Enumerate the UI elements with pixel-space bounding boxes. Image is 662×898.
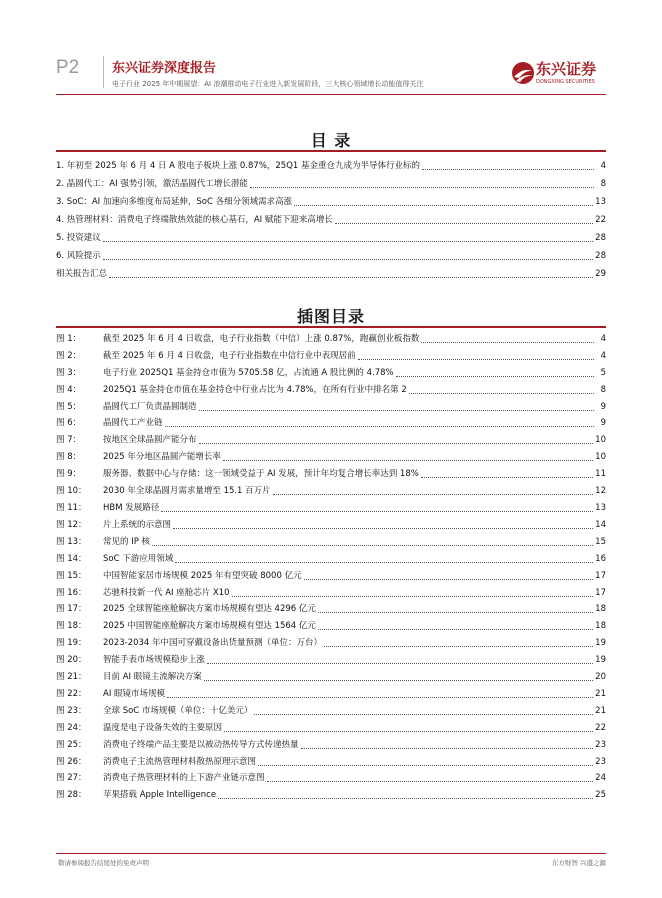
footer-slogan: 东方财智 兴盛之源	[551, 859, 606, 867]
figure-label: 消费电子主流热管理材料散热原理示意图	[103, 756, 257, 767]
figure-label: 晶圆代工厂负责晶圆制造	[103, 401, 197, 412]
figure-page: 4	[600, 350, 606, 361]
figure-page: 14	[595, 519, 606, 530]
figure-item[interactable]	[56, 480, 606, 497]
figure-leader	[409, 392, 594, 394]
figure-leader	[304, 578, 594, 580]
footer-disclaimer: 敬请参阅报告结尾处的免责声明	[58, 859, 149, 867]
figure-page: 10	[595, 435, 606, 446]
figure-number: 图 7：	[56, 435, 82, 446]
figure-label: 全球 SoC 市场规模（单位：十亿美元）	[103, 705, 253, 716]
figure-number: 图 5：	[56, 401, 82, 412]
figure-item[interactable]	[56, 751, 606, 768]
figure-item[interactable]	[56, 328, 606, 345]
figure-page: 20	[595, 672, 606, 683]
toc-item[interactable]	[56, 190, 606, 208]
report-title: 东兴证券深度报告	[112, 61, 217, 76]
figure-label: 消费电子热管理材料的上下游产业链示意图	[103, 773, 265, 784]
figure-item[interactable]	[56, 768, 606, 785]
figure-page: 11	[595, 469, 606, 480]
figure-leader	[396, 375, 594, 377]
toc-item-page: 8	[600, 179, 606, 189]
figure-item[interactable]	[56, 717, 606, 734]
figure-leader	[204, 679, 593, 681]
logo-wordmark: 东兴证券	[536, 60, 597, 78]
figure-item[interactable]	[56, 683, 606, 700]
figure-label: 晶圆代工产业链	[103, 418, 163, 429]
figure-page: 12	[595, 486, 606, 497]
figure-label: 2025Q1 基金持仓市值在基金持仓中行业占比为 4.78%，在所有行业中排名第 2	[103, 384, 407, 395]
figure-number: 图 20：	[56, 655, 87, 666]
figure-number: 图 15：	[56, 570, 87, 581]
figure-item[interactable]	[56, 548, 606, 565]
logo-english: DONGXING SECURITIES	[536, 79, 595, 85]
header-divider	[103, 56, 104, 88]
figure-number: 图 25：	[56, 739, 87, 750]
figure-number: 图 22：	[56, 688, 87, 699]
figure-number: 图 1：	[56, 333, 82, 344]
figure-item[interactable]	[56, 784, 606, 801]
figure-page: 5	[600, 367, 606, 378]
figure-leader	[324, 645, 593, 647]
figure-page: 9	[600, 401, 606, 412]
figure-label: AI 眼镜市场规模	[103, 688, 166, 699]
figure-leader	[421, 341, 594, 343]
figure-leader	[207, 662, 593, 664]
figure-leader	[173, 527, 593, 529]
figure-number: 图 11：	[56, 502, 87, 513]
figure-item[interactable]	[56, 565, 606, 582]
figure-leader	[318, 628, 593, 630]
figure-item[interactable]	[56, 429, 606, 446]
figure-leader	[318, 611, 593, 613]
figure-number: 图 14：	[56, 553, 87, 564]
figure-leader	[258, 764, 593, 766]
figure-leader	[167, 696, 593, 698]
figure-item[interactable]	[56, 362, 606, 379]
figure-number: 图 19：	[56, 638, 87, 649]
toc-item-label: 6. 风险提示	[56, 251, 101, 261]
figure-page: 18	[595, 604, 606, 615]
toc-leader	[103, 240, 593, 242]
figure-item[interactable]	[56, 582, 606, 599]
figure-label: 截至 2025 年 6 月 4 日收盘，电子行业指数在中信行业中表现居前	[103, 350, 356, 361]
figure-leader	[175, 561, 593, 563]
figure-leader	[218, 797, 593, 799]
toc-item-page: 22	[595, 215, 606, 225]
toc-item-label: 1. 年初至 2025 年 6 月 4 日 A 股电子板块上涨 0.87%，25Q1 基金重仓九成为半导体行业标的	[56, 161, 421, 171]
figure-label: 消费电子终端产品主要是以被动热传导方式传递热量	[103, 739, 299, 750]
figure-leader	[267, 780, 594, 782]
figure-label: 2025 中国智能座舱解决方案市场规模有望达 1564 亿元	[103, 621, 316, 632]
figure-label: 常见的 IP 核	[103, 536, 151, 547]
figure-label: 芯驰科技新一代 AI 座舱芯片 X10	[103, 587, 230, 598]
toc-item[interactable]	[56, 226, 606, 244]
toc-item-label: 2. 晶圆代工：AI 强势引领，激活晶圆代工增长潜能	[56, 179, 248, 189]
figure-label: 服务器、数据中心与存储：这一领域受益于 AI 发展，预计年均复合增长率达到 18%	[103, 469, 419, 480]
footer-rule	[56, 853, 606, 854]
figure-leader	[161, 510, 593, 512]
figure-item[interactable]	[56, 734, 606, 751]
figure-item[interactable]	[56, 700, 606, 717]
figure-label: HBM 发展路径	[103, 502, 160, 513]
toc-leader	[335, 222, 593, 224]
figure-number: 图 6：	[56, 418, 82, 429]
figure-number: 图 10：	[56, 486, 87, 497]
figure-page: 13	[595, 502, 606, 513]
figure-page: 22	[595, 722, 606, 733]
figure-leader	[358, 358, 594, 360]
figure-item[interactable]	[56, 396, 606, 413]
toc-item-page: 4	[600, 161, 606, 171]
toc-item[interactable]	[56, 262, 606, 280]
figure-number: 图 16：	[56, 587, 87, 598]
figure-leader	[199, 409, 594, 411]
toc-item-label: 相关报告汇总	[56, 269, 108, 279]
toc-leader	[103, 258, 593, 260]
figure-label: 截至 2025 年 6 月 4 日收盘，电子行业指数（中信）上涨 0.87%，跑赢创业板指数	[103, 333, 420, 344]
figure-item[interactable]	[56, 413, 606, 430]
figure-page: 9	[600, 418, 606, 429]
figure-page: 21	[595, 705, 606, 716]
figure-label: 智能手表市场规模稳步上涨	[103, 655, 206, 666]
figure-label: 中国智能家居市场规模 2025 年有望突破 8000 亿元	[103, 570, 302, 581]
figure-number: 图 4：	[56, 384, 82, 395]
figure-item[interactable]	[56, 514, 606, 531]
figure-label: 2025 全球智能座舱解决方案市场规模有望达 4296 亿元	[103, 604, 316, 615]
figure-number: 图 12：	[56, 519, 87, 530]
figure-item[interactable]	[56, 615, 606, 632]
figure-label: 按地区全球晶圆产能分布	[103, 435, 197, 446]
figure-item[interactable]	[56, 666, 606, 683]
figure-number: 图 13：	[56, 536, 87, 547]
figure-page: 8	[600, 384, 606, 395]
toc-item[interactable]	[56, 208, 606, 226]
figure-leader	[165, 425, 594, 427]
header-rule	[56, 94, 606, 95]
figure-leader	[232, 595, 594, 597]
figure-leader	[223, 459, 593, 461]
figure-number: 图 21：	[56, 672, 87, 683]
figure-number: 图 8：	[56, 452, 82, 463]
figure-label: 片上系统的示意图	[103, 519, 172, 530]
toc-title: 目 录	[310, 131, 352, 150]
toc-leader	[294, 204, 593, 206]
figures-title: 插图目录	[296, 307, 365, 326]
figure-item[interactable]	[56, 632, 606, 649]
toc-item-page: 13	[595, 197, 606, 207]
toc-leader	[422, 168, 594, 170]
figure-item[interactable]	[56, 379, 606, 396]
figure-number: 图 24：	[56, 722, 87, 733]
toc-item[interactable]	[56, 172, 606, 190]
figure-number: 图 28：	[56, 790, 87, 801]
figure-leader	[224, 730, 593, 732]
figure-page: 21	[595, 688, 606, 699]
toc-item-page: 29	[595, 269, 606, 279]
figures-list	[56, 328, 606, 801]
report-subtitle: 电子行业 2025 年中期展望：AI 浪潮推动电子行业进入新发展阶段，三大核心领域增长动能值得关注	[112, 80, 424, 88]
figure-page: 15	[595, 536, 606, 547]
figure-label: 2025 年分地区晶圆产能增长率	[103, 452, 221, 463]
toc-item-page: 28	[595, 251, 606, 261]
figure-leader	[301, 747, 594, 749]
figure-label: 电子行业 2025Q1 基金持仓市值为 5705.58 亿，占流通 A 股比例的 4.78%	[103, 367, 394, 378]
figure-page: 18	[595, 621, 606, 632]
figure-page: 19	[595, 638, 606, 649]
figure-number: 图 26：	[56, 756, 87, 767]
figure-label: 温度是电子设备失效的主要原因	[103, 722, 223, 733]
figure-page: 16	[595, 553, 606, 564]
figure-page: 25	[595, 790, 606, 801]
figure-label: SoC 下游应用领域	[103, 553, 174, 564]
toc-item[interactable]	[56, 154, 606, 172]
figure-number: 图 2：	[56, 350, 82, 361]
figure-number: 图 9：	[56, 469, 82, 480]
toc-leader	[109, 276, 593, 278]
figure-number: 图 18：	[56, 621, 87, 632]
toc-item-label: 3. SoC：AI 加速向多维度布局延伸，SoC 各细分领域需求高涨	[56, 197, 293, 207]
figure-page: 24	[595, 773, 606, 784]
toc-item-label: 4. 热管理材料：消费电子终端散热效能的核心基石，AI 赋能下迎来高增长	[56, 215, 333, 225]
figure-leader	[254, 713, 593, 715]
figure-page: 17	[595, 587, 606, 598]
figure-item[interactable]	[56, 345, 606, 362]
figure-number: 图 23：	[56, 705, 87, 716]
figure-page: 23	[595, 756, 606, 767]
figure-leader	[421, 476, 593, 478]
figure-page: 19	[595, 655, 606, 666]
figure-number: 图 27：	[56, 773, 87, 784]
figure-label: 苹果搭载 Apple Intelligence	[103, 790, 217, 801]
figure-page: 4	[600, 333, 606, 344]
figure-item[interactable]	[56, 497, 606, 514]
figure-item[interactable]	[56, 599, 606, 616]
figure-item[interactable]	[56, 649, 606, 666]
toc-item-page: 28	[595, 233, 606, 243]
toc-item-label: 5. 投资建议	[56, 233, 101, 243]
figure-page: 10	[595, 452, 606, 463]
figure-item[interactable]	[56, 531, 606, 548]
figure-label: 2030 年全球晶圆月需求量增至 15.1 百万片	[103, 486, 271, 497]
figure-page: 23	[595, 739, 606, 750]
toc-title-rule	[56, 150, 606, 152]
figure-label: 目前 AI 眼镜主流解决方案	[103, 672, 202, 683]
toc-leader	[250, 186, 594, 188]
figure-page: 17	[595, 570, 606, 581]
figure-leader	[199, 442, 594, 444]
figure-leader	[273, 493, 594, 495]
figure-label: 2023-2034 年中国可穿戴设备出货量预测（单位：万台）	[103, 638, 323, 649]
figure-number: 图 3：	[56, 367, 82, 378]
toc-item[interactable]	[56, 244, 606, 262]
page-number-label: P2	[56, 57, 80, 78]
toc-list	[56, 154, 606, 280]
figure-leader	[152, 544, 593, 546]
figure-item[interactable]	[56, 446, 606, 463]
figure-number: 图 17：	[56, 604, 87, 615]
figure-item[interactable]	[56, 463, 606, 480]
